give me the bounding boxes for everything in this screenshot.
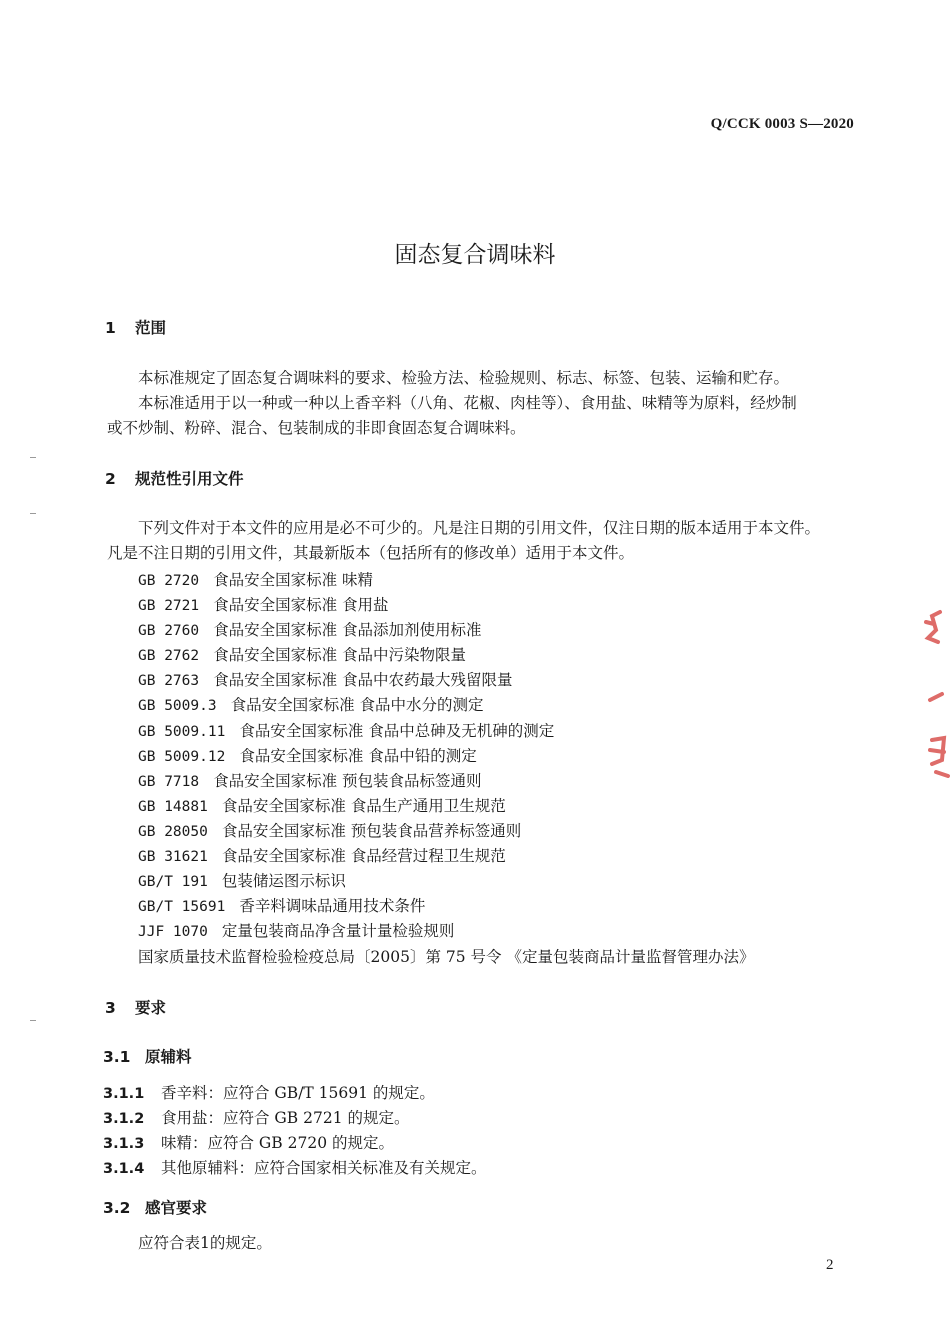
reference-code: GB 5009.3 [138, 698, 217, 714]
red-seal-stamp-partial [918, 600, 950, 800]
reference-item [138, 844, 506, 866]
clause-text: 食用盐：应符合 GB 2721 的规定。 [161, 1109, 410, 1127]
reference-title: 食品安全国家标准 食品中水分的测定 [230, 696, 484, 714]
page-title: 固态复合调味料 [394, 242, 556, 268]
clause-number: 3.1.3 [103, 1136, 145, 1152]
reference-title: 香辛料调味品通用技术条件 [239, 897, 426, 915]
section-title: 感官要求 [145, 1199, 208, 1217]
reference-code: GB 2762 [138, 648, 200, 664]
reference-title: 食品安全国家标准 食品中总砷及无机砷的测定 [239, 722, 555, 740]
reference-code: GB/T 15691 [138, 899, 226, 915]
margin-mark [30, 513, 36, 514]
section-number: 3.2 [103, 1199, 131, 1217]
reference-item [138, 769, 482, 791]
reference-title: 定量包装商品净含量计量检验规则 [221, 922, 455, 940]
reference-code: GB 2763 [138, 673, 200, 689]
section-title: 要求 [135, 999, 167, 1017]
reference-code: GB/T 191 [138, 874, 208, 890]
section-title: 范围 [135, 319, 167, 337]
clause-number: 3.1.4 [103, 1161, 145, 1177]
reference-item [138, 719, 554, 741]
reference-item [138, 618, 482, 640]
section-1-heading [105, 316, 166, 338]
margin-mark [30, 1020, 36, 1021]
clause-text: 香辛料：应符合 GB/T 15691 的规定。 [161, 1084, 435, 1102]
section-title: 原辅料 [145, 1048, 192, 1066]
section-3-2-heading [103, 1196, 207, 1218]
clause-item [103, 1131, 394, 1153]
section-number: 3.1 [103, 1048, 131, 1066]
scope-paragraph-2-line-1: 本标准适用于以一种或一种以上香辛料（八角、花椒、肉桂等）、食用盐、味精等为原料，经炒制 [138, 394, 797, 412]
reference-item [138, 894, 425, 916]
clause-number: 3.1.2 [103, 1111, 145, 1127]
document-code: Q/CCK 0003 S—2020 [710, 116, 854, 132]
reference-item [138, 693, 484, 715]
reference-title: 食品安全国家标准 预包装食品营养标签通则 [221, 822, 522, 840]
reference-code: GB 2720 [138, 573, 200, 589]
reference-code: JJF 1070 [138, 924, 208, 940]
clause-text: 其他原辅料：应符合国家相关标准及有关规定。 [161, 1159, 487, 1177]
reference-title: 食品安全国家标准 食品经营过程卫生规范 [221, 847, 506, 865]
section-3-heading [105, 996, 166, 1018]
reference-code: GB 2721 [138, 598, 200, 614]
reference-item [138, 568, 373, 590]
clause-number: 3.1.1 [103, 1086, 145, 1102]
section-number: 1 [105, 319, 116, 337]
reference-item [138, 869, 346, 891]
references-intro-line-1: 下列文件对于本文件的应用是必不可少的。凡是注日期的引用文件，仅注日期的版本适用于本文件。 [138, 519, 821, 537]
clause-text: 味精：应符合 GB 2720 的规定。 [161, 1134, 395, 1152]
clause-item [103, 1156, 487, 1178]
reference-title: 食品安全国家标准 预包装食品标签通则 [213, 772, 482, 790]
reference-title: 食品安全国家标准 食品中铅的测定 [239, 747, 477, 765]
reference-item [138, 919, 454, 941]
clause-item [103, 1081, 435, 1103]
margin-mark [30, 457, 36, 458]
reference-item [138, 668, 513, 690]
scope-paragraph-1: 本标准规定了固态复合调味料的要求、检验方法、检验规则、标志、标签、包装、运输和贮存。 [138, 369, 790, 387]
reference-code: GB 31621 [138, 849, 208, 865]
reference-code: GB 7718 [138, 774, 200, 790]
reference-title: 食品安全国家标准 食品中农药最大残留限量 [213, 671, 513, 689]
reference-item-regulation: 国家质量技术监督检验检疫总局〔2005〕第 75 号令 《定量包装商品计量监督管理办法》 [138, 948, 755, 966]
references-intro-line-2: 凡是不注日期的引用文件，其最新版本（包括所有的修改单）适用于本文件。 [107, 544, 635, 562]
reference-title: 食品安全国家标准 食品中污染物限量 [213, 646, 467, 664]
reference-title: 食品安全国家标准 食用盐 [213, 596, 389, 614]
reference-title: 食品安全国家标准 食品生产通用卫生规范 [221, 797, 506, 815]
section-2-heading [105, 467, 244, 489]
reference-code: GB 5009.12 [138, 749, 226, 765]
sensory-requirement-text: 应符合表1的规定。 [138, 1234, 272, 1252]
reference-item [138, 819, 521, 841]
section-title: 规范性引用文件 [135, 470, 244, 488]
page-number: 2 [826, 1257, 834, 1273]
reference-code: GB 14881 [138, 799, 208, 815]
reference-item [138, 794, 506, 816]
reference-item [138, 744, 477, 766]
scope-paragraph-2-line-2: 或不炒制、粉碎、混合、包装制成的非即食固态复合调味料。 [107, 419, 526, 437]
reference-title: 食品安全国家标准 味精 [213, 571, 374, 589]
section-number: 2 [105, 470, 116, 488]
reference-code: GB 5009.11 [138, 724, 226, 740]
reference-item [138, 593, 389, 615]
clause-item [103, 1106, 410, 1128]
reference-code: GB 2760 [138, 623, 200, 639]
reference-item [138, 643, 466, 665]
section-number: 3 [105, 999, 116, 1017]
reference-code: GB 28050 [138, 824, 208, 840]
reference-title: 包装储运图示标识 [221, 872, 346, 890]
section-3-1-heading [103, 1045, 192, 1067]
reference-title: 食品安全国家标准 食品添加剂使用标准 [213, 621, 482, 639]
